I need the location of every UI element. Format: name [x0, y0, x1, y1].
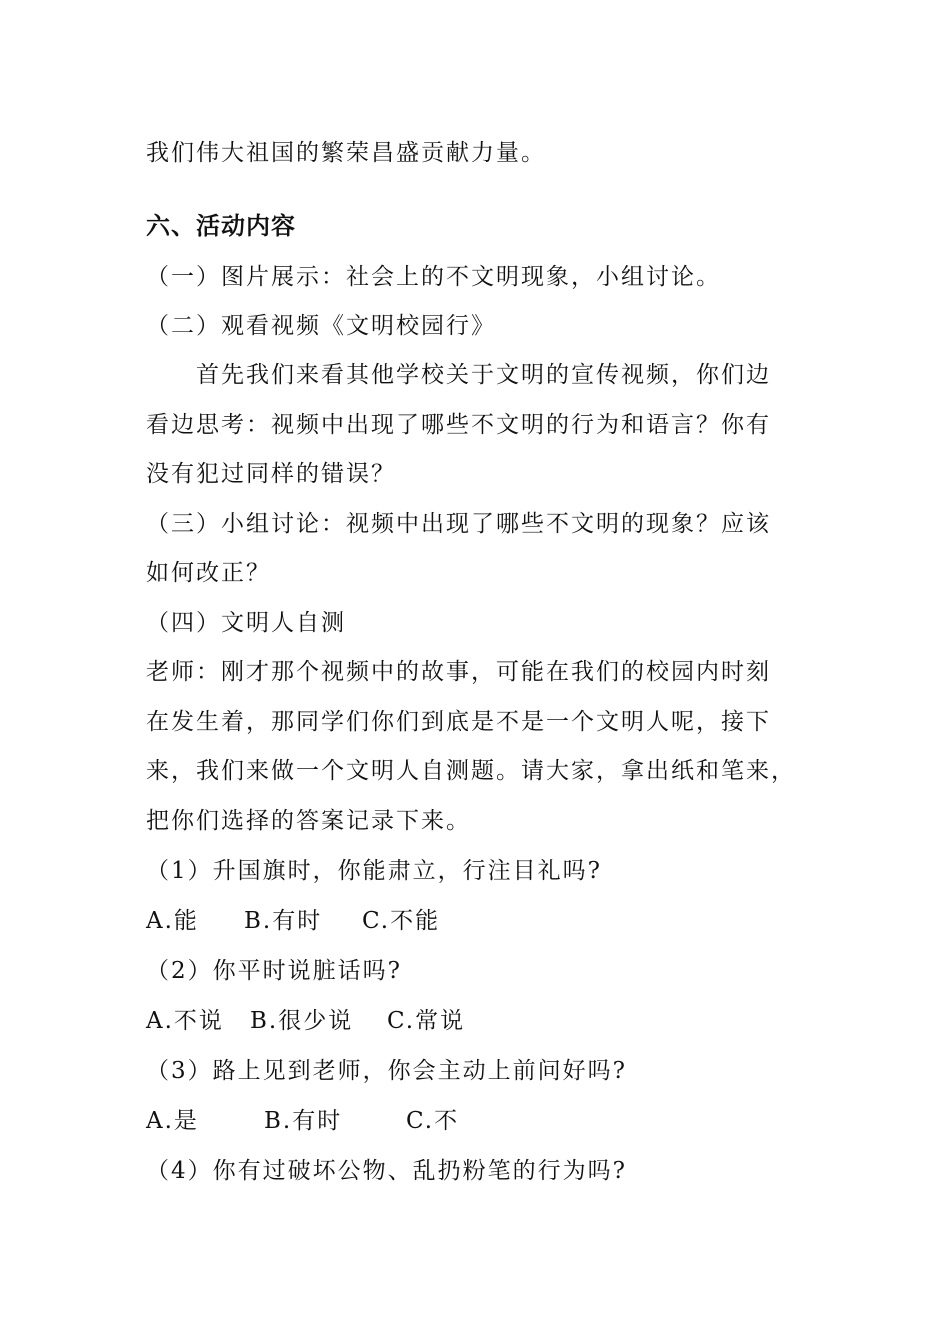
option-b: B.有时	[244, 908, 323, 934]
option-c: C.不能	[362, 908, 441, 934]
paragraph-line: 如何改正？	[146, 560, 271, 586]
option-c: C.不	[406, 1108, 460, 1134]
question-3: （3）路上见到老师，你会主动上前问好吗?	[146, 1058, 627, 1084]
paragraph-line: （一）图片展示：社会上的不文明现象，小组讨论。	[146, 264, 721, 290]
question-2: （2）你平时说脏话吗?	[146, 958, 402, 984]
option-b: B.很少说	[250, 1008, 354, 1034]
option-c: C.常说	[387, 1008, 466, 1034]
question-1: （1）升国旗时，你能肃立，行注目礼吗?	[146, 858, 602, 884]
section-heading: 六、活动内容	[146, 212, 296, 240]
paragraph-line: （四）文明人自测	[146, 610, 346, 636]
paragraph-line: 老师：刚才那个视频中的故事，可能在我们的校园内时刻	[146, 659, 771, 685]
option-b: B.有时	[264, 1108, 343, 1134]
question-1-options	[146, 906, 440, 936]
question-2-options	[146, 1006, 465, 1036]
paragraph-line: 我们伟大祖国的繁荣昌盛贡献力量。	[146, 140, 546, 166]
paragraph-line: 看边思考：视频中出现了哪些不文明的行为和语言？你有	[146, 412, 771, 438]
question-3-options	[146, 1106, 459, 1136]
paragraph-line: 在发生着，那同学们你们到底是不是一个文明人呢，接下	[146, 709, 771, 735]
paragraph-line: （三）小组讨论：视频中出现了哪些不文明的现象？应该	[146, 511, 771, 537]
paragraph-line: 来，我们来做一个文明人自测题。请大家，拿出纸和笔来，	[146, 758, 796, 784]
paragraph-line: 没有犯过同样的错误？	[146, 461, 396, 487]
option-a: A.能	[146, 908, 199, 934]
paragraph-line: 把你们选择的答案记录下来。	[146, 808, 471, 834]
option-a: A.是	[146, 1108, 199, 1134]
paragraph-line: 首先我们来看其他学校关于文明的宣传视频，你们边	[196, 362, 771, 388]
option-a: A.不说	[146, 1008, 224, 1034]
question-4: （4）你有过破坏公物、乱扔粉笔的行为吗?	[146, 1158, 627, 1184]
paragraph-line: （二）观看视频《文明校园行》	[146, 313, 496, 339]
